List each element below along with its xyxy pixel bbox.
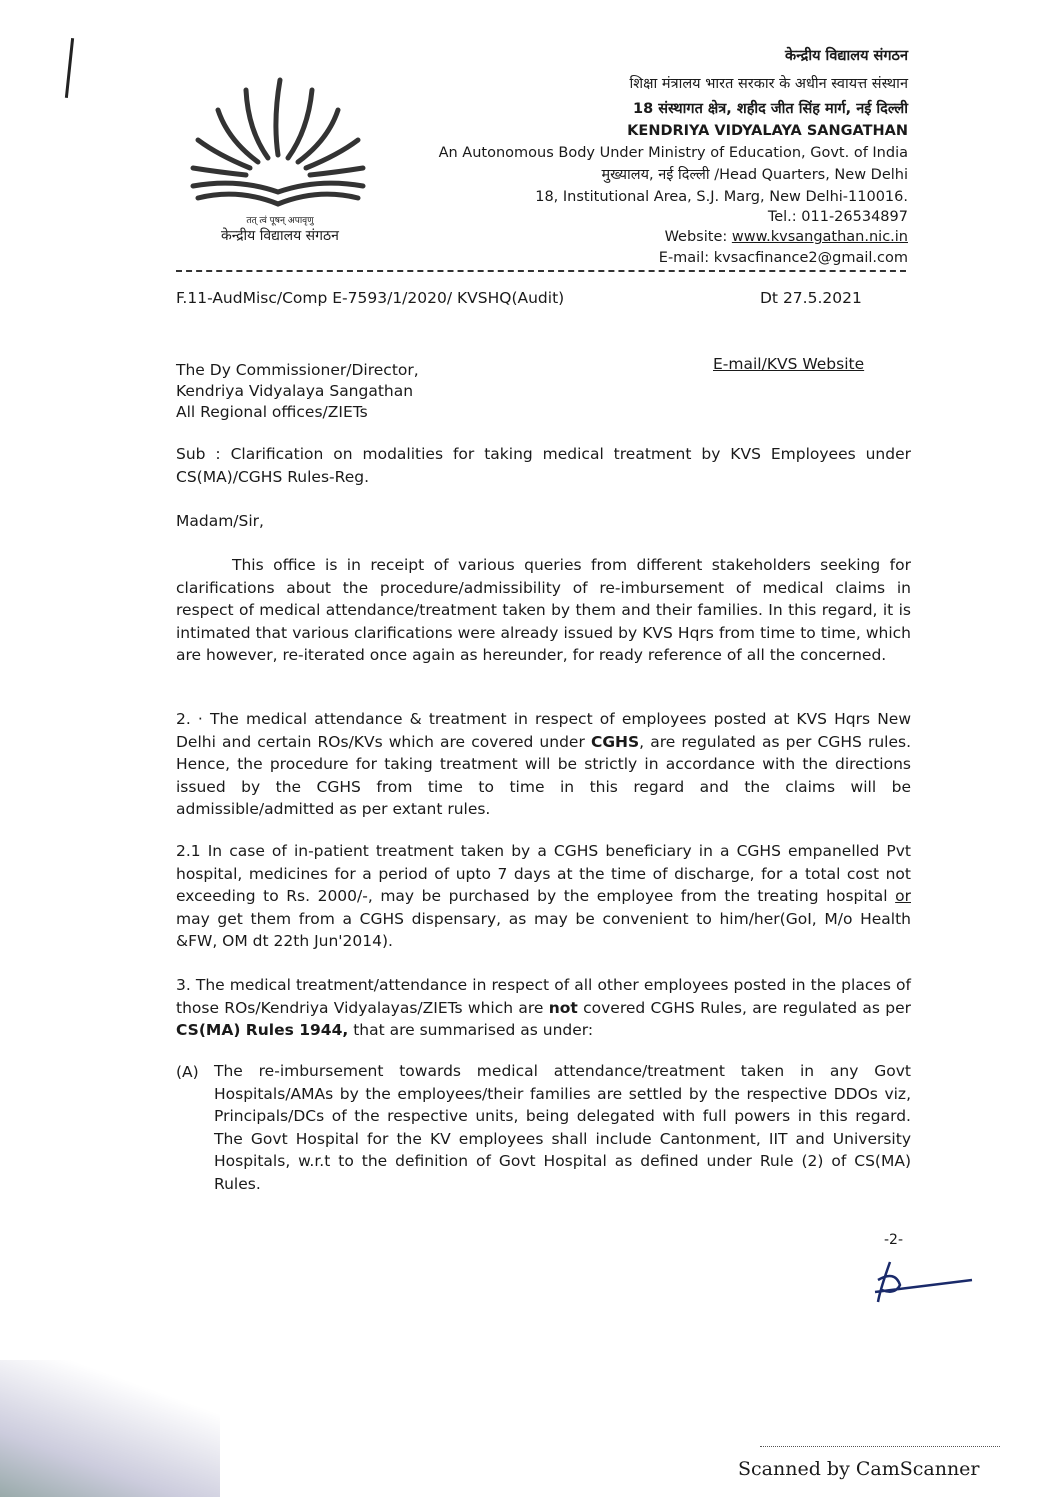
- website-label: Website:: [664, 229, 732, 245]
- logo-name: केन्द्रीय विद्यालय संगठन: [221, 228, 339, 244]
- item-label: (A): [176, 1063, 199, 1081]
- reference-number: F.11-AudMisc/Comp E-7593/1/2020/ KVSHQ(Audit): [176, 289, 565, 307]
- org-name: KENDRIYA VIDYALAYA SANGATHAN: [627, 123, 908, 139]
- website-link[interactable]: www.kvsangathan.nic.in: [731, 229, 908, 245]
- text: may get them from a CGHS dispensary, as may be convenient to him/her(GoI, M/o Health &FW, OM dt 22th Jun'2014).: [176, 909, 911, 950]
- underlined-text: or: [895, 887, 911, 905]
- text: that are summarised as under:: [348, 1021, 594, 1039]
- subject: Sub : Clarification on modalities for taking medical treatment by KVS Employees under CS(MA)/CGHS Rules-Reg.: [176, 445, 911, 486]
- next-page-marker: -2-: [884, 1232, 904, 1248]
- text: , are regulated as per CGHS rules. Hence, the procedure for taking treatment will be strictly in accordance with the directions issued by the CGHS from time to time in this regard and the claims will be admissible/admitted as per extant rules.: [176, 732, 912, 818]
- website-line: [439, 227, 908, 248]
- hindi-org-name: केन्द्रीय विद्यालय संगठन: [785, 48, 908, 64]
- bold-text: not: [548, 998, 578, 1017]
- paragraph-2-1: [176, 840, 911, 953]
- hindi-address: 18 संस्थागत क्षेत्र, शहीद जीत सिंह मार्ग, नई दिल्ली: [633, 101, 908, 117]
- divider: [176, 270, 906, 272]
- paragraph-a: The re-imbursement towards medical attendance/treatment taken in any Govt Hospitals/AMAs by the employees/their families are settled by the respective DDOs viz, Principals/DCs of the respective units, being delegated with full powers in this regard. The Govt Hospital for the KV employees shall include Cantonment, IIT and University Hospitals, w.r.t to the definition of Govt Hospital as defined under Rule (2) of CS(MA) Rules.: [214, 1062, 911, 1193]
- logo-motto: तत् त्वं पूषन् अपावृणु: [246, 216, 314, 226]
- text: 2. · The medical attendance & treatment in respect of employees posted at KVS Hqrs New Delhi and certain ROs/KVs which are covered under: [176, 710, 911, 751]
- addressee: [176, 360, 419, 423]
- paragraph-1: This office is in receipt of various queries from different stakeholders seeking for clarifications about the procedure/admissibility of re-imbursement of medical claims in respect of medical attendance/treatment taken by them and their families. In this regard, it is intimated that various clarifications were already issued by KVS Hqrs from time to time, which are however, re-iterated once again as hereunder, for ready reference of all the concerned.: [176, 556, 911, 664]
- bold-text: CS(MA) Rules 1944,: [176, 1021, 349, 1039]
- text: covered CGHS Rules, are regulated as per: [577, 998, 911, 1017]
- autonomous-line: An Autonomous Body Under Ministry of Education, Govt. of India: [438, 145, 908, 161]
- text: 3. The medical treatment/attendance in respect of all other employees posted in the places of those ROs/Kendriya Vidyalayas/ZIETs which are: [176, 976, 911, 1017]
- addressee-line: The Dy Commissioner/Director,: [176, 361, 419, 379]
- letter-date: Dt 27.5.2021: [760, 289, 862, 307]
- paragraph-3: [176, 974, 911, 1042]
- addressee-line: All Regional offices/ZIETs: [176, 403, 368, 421]
- bold-text: CGHS: [590, 732, 640, 751]
- footer-rule: [760, 1446, 1000, 1447]
- signature-icon: [870, 1250, 980, 1310]
- addressee-line: Kendriya Vidyalaya Sangathan: [176, 382, 414, 400]
- kvs-logo-icon: [188, 60, 368, 210]
- camscanner-footer: Scanned by CamScanner: [738, 1458, 980, 1480]
- salutation: Madam/Sir,: [176, 512, 264, 530]
- hq-line: मुख्यालय, नई दिल्ली /Head Quarters, New Delhi: [601, 167, 908, 183]
- delivery-mode: E-mail/KVS Website: [713, 355, 865, 373]
- text: 2.1 In case of in-patient treatment taken by a CGHS beneficiary in a CGHS empanelled Pvt hospital, medicines for a period of upto 7 days at the time of discharge, for a total cost not exceeding to Rs. 2000/-, may be purchased by the employee from the treating hospital: [176, 842, 911, 905]
- email-line: E-mail: kvsacfinance2@gmail.com: [658, 250, 908, 266]
- tel-line: Tel.: 011-26534897: [767, 209, 908, 225]
- paragraph-2: [176, 708, 911, 821]
- letterhead: [439, 42, 908, 269]
- scan-shadow: [0, 1360, 220, 1497]
- pen-mark: [65, 38, 74, 98]
- hindi-subtitle: शिक्षा मंत्रालय भारत सरकार के अधीन स्वायत्त संस्थान: [629, 76, 908, 92]
- address-line: 18, Institutional Area, S.J. Marg, New Delhi-110016.: [535, 189, 908, 205]
